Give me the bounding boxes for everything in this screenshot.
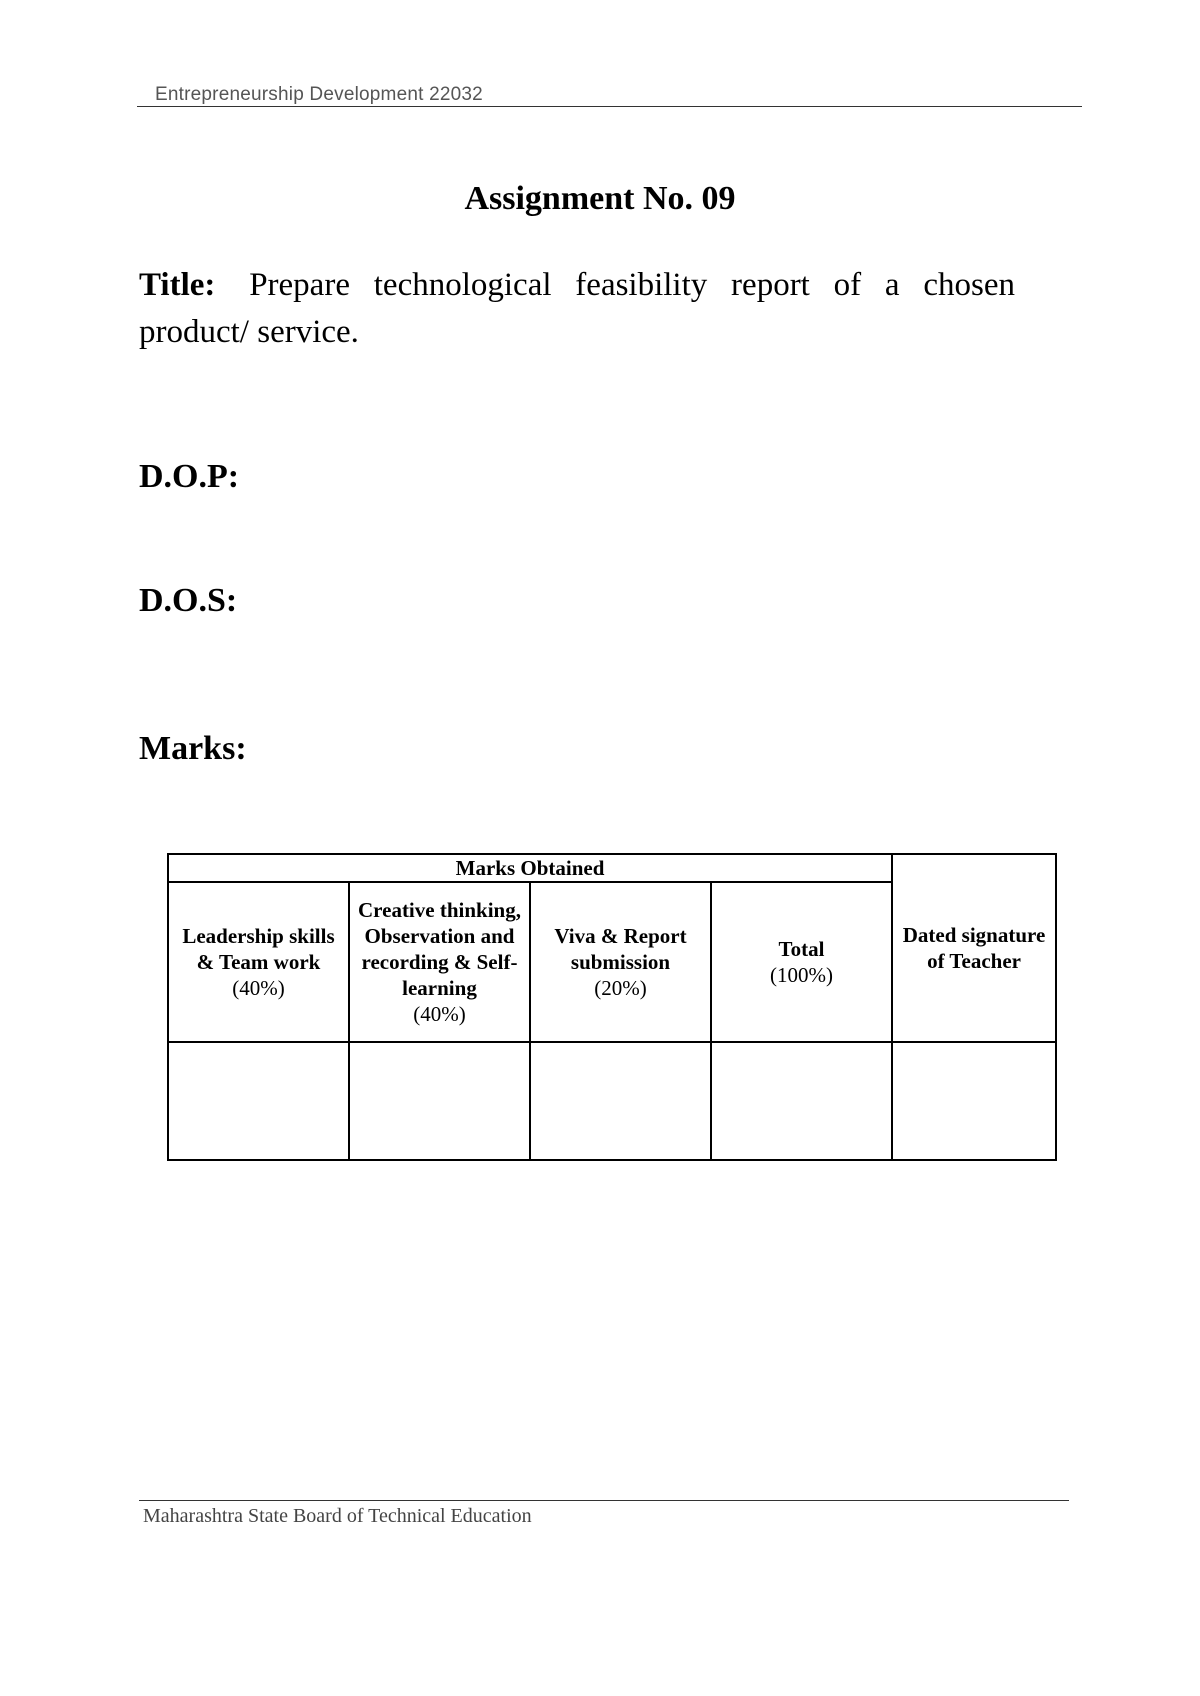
marks-cell-viva-report[interactable] — [530, 1042, 711, 1160]
footer-divider — [139, 1500, 1069, 1501]
column-header-creative-thinking — [349, 882, 530, 1042]
column-header-total — [711, 882, 892, 1042]
column-header-viva-report — [530, 882, 711, 1042]
column-label: Viva & Report submission — [554, 924, 687, 974]
signature-cell[interactable] — [892, 1042, 1056, 1160]
marks-obtained-header: Marks Obtained — [168, 854, 892, 882]
title-text: Prepare technological feasibility report of a chosen product/ service. — [139, 267, 1015, 350]
column-header-leadership — [168, 882, 349, 1042]
column-label: Creative thinking, Observation and recording & Self-learning — [358, 898, 521, 1000]
dos-label: D.O.S: — [139, 582, 238, 619]
marks-label: Marks: — [139, 730, 247, 767]
header-divider — [137, 106, 1082, 107]
marks-entry-row — [168, 1042, 1056, 1160]
signature-header: Dated signature of Teacher — [892, 854, 1056, 1042]
column-weight: (40%) — [413, 1002, 466, 1026]
marks-table-header-row — [168, 854, 1056, 882]
assignment-heading: Assignment No. 09 — [464, 180, 736, 217]
marks-table — [167, 853, 1057, 1161]
marks-cell-leadership[interactable] — [168, 1042, 349, 1160]
assignment-title — [139, 262, 1015, 356]
footer-organization: Maharashtra State Board of Technical Education — [143, 1505, 532, 1527]
column-label: Total — [778, 937, 825, 961]
column-weight: (20%) — [594, 976, 647, 1000]
title-label: Title: — [139, 267, 216, 303]
running-header: Entrepreneurship Development 22032 — [155, 84, 483, 105]
column-weight: (100%) — [770, 963, 833, 987]
marks-cell-creative-thinking[interactable] — [349, 1042, 530, 1160]
marks-cell-total[interactable] — [711, 1042, 892, 1160]
column-label: Leadership skills & Team work — [182, 924, 335, 974]
column-weight: (40%) — [232, 976, 285, 1000]
dop-label: D.O.P: — [139, 458, 240, 495]
